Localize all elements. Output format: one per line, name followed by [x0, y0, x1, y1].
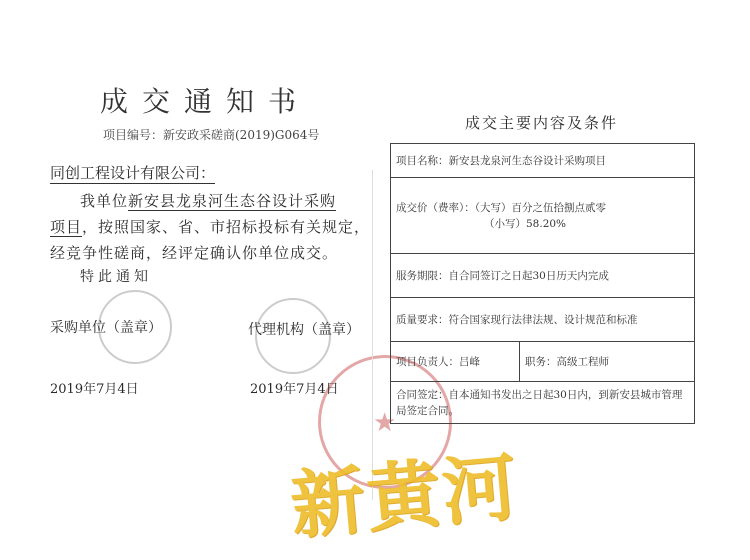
notice-title: 成交通知书 — [100, 85, 311, 118]
watermark-logo: 新黄河 — [287, 444, 522, 550]
job-title-value: 高级工程师 — [556, 355, 609, 368]
manager-cell — [391, 342, 520, 382]
job-title-label: 职务： — [525, 355, 557, 368]
contract-text: 自本通知书发出之日起30日内，到新安县城市管理局签定合同。 — [396, 388, 683, 417]
manager-label: 项目负责人： — [396, 355, 459, 368]
price-upper: （大写）百分之伍拾捌点贰零 — [474, 201, 606, 214]
agency-date: 2019年7月4日 — [250, 382, 339, 397]
job-title-cell — [520, 342, 695, 382]
price-cell — [391, 178, 695, 254]
project-name-cell: 项目名称：新安县龙泉河生态谷设计采购项目 — [391, 144, 695, 178]
contract-cell — [391, 382, 695, 424]
manager-name: 吕峰 — [459, 355, 480, 368]
quality-cell: 质量要求：符合国家现行法律法规、设计规范和标准 — [391, 298, 695, 342]
conditions-table — [390, 143, 695, 424]
conditions-title: 成交主要内容及条件 — [465, 114, 619, 132]
project-name-part1: 新安县龙泉河生态谷设计采购 — [128, 192, 337, 210]
body-line-3: 经竞争性磋商，经评定确认你单位成交。 — [50, 244, 339, 262]
project-name-part2: 项目 — [50, 218, 83, 236]
price-lower: （小写）58.20% — [484, 217, 567, 230]
body-line-2 — [50, 216, 370, 237]
body-line-1 — [80, 190, 336, 211]
purchaser-date: 2019年7月4日 — [50, 382, 139, 397]
price-label: 成交价（费率）： — [396, 201, 475, 214]
project-number: 项目编号：新安政采磋商(2019)G064号 — [103, 128, 320, 142]
seal-star-icon: ★ — [373, 408, 397, 438]
body-intro: 我单位 — [80, 192, 129, 210]
agency-label: 代理机构（盖章） — [248, 322, 360, 338]
body-rest: ，按照国家、省、市招标投标有关规定， — [82, 218, 371, 236]
contract-label: 合同签定： — [396, 388, 449, 401]
service-period-cell: 服务期限：自合同签订之日起30日历天内完成 — [391, 254, 695, 298]
purchaser-label: 采购单位（盖章） — [50, 320, 162, 336]
closing-text: 特此通知 — [80, 269, 152, 285]
recipient: 同创工程设计有限公司： — [50, 164, 216, 182]
